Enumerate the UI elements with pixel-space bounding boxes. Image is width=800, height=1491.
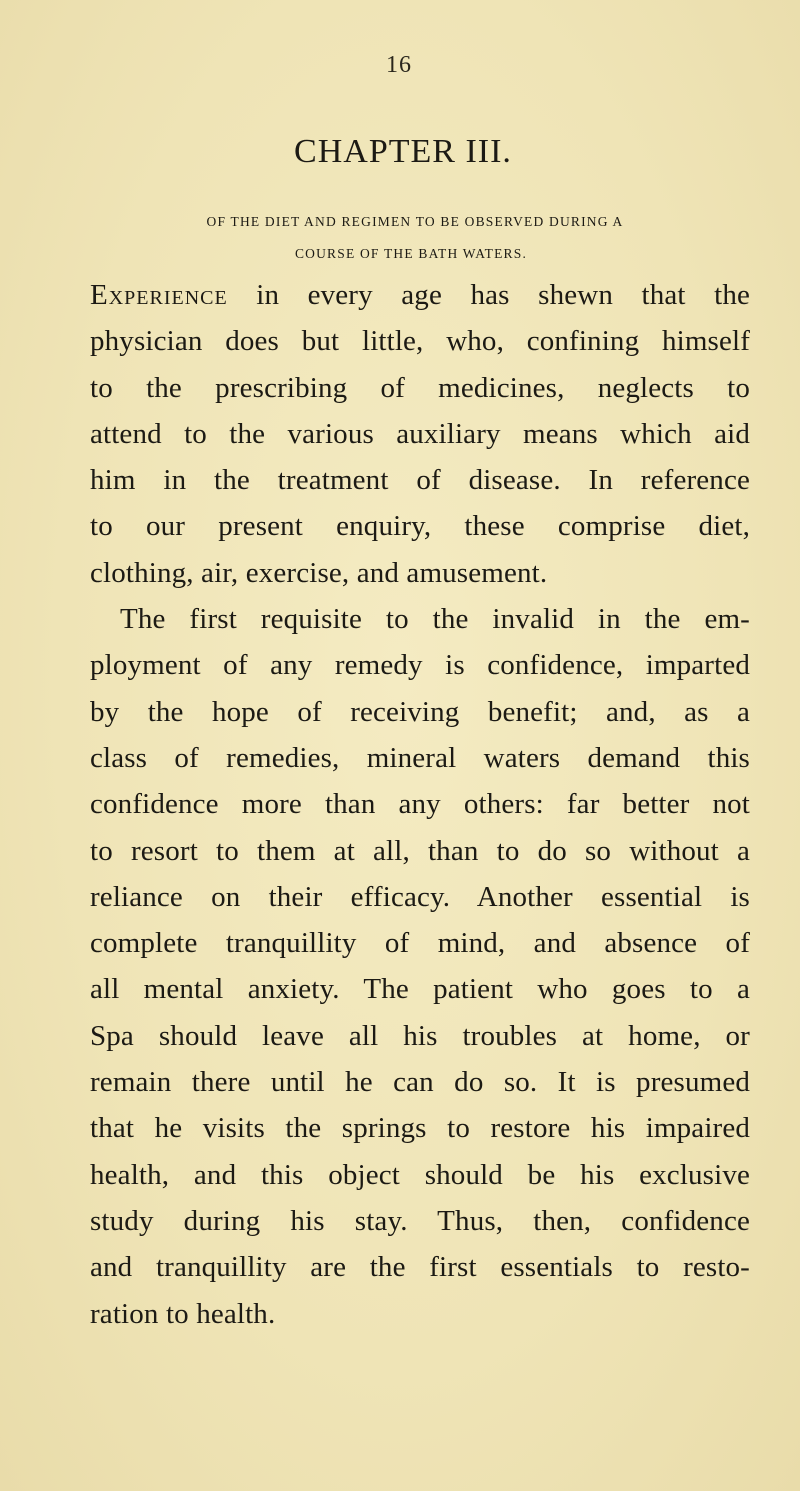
- body-text: [90, 272, 750, 1337]
- subtitle-line: OF THE DIET AND REGIMEN TO BE OBSERVED DURING A: [206, 214, 624, 229]
- text-line: health, and this object should be his exclusive: [90, 1158, 750, 1191]
- text-line: [90, 272, 750, 318]
- text-line: study during his stay. Thus, then, confidence: [90, 1204, 750, 1237]
- text-line-rest: in every age has shewn that the: [227, 279, 750, 311]
- text-line: physician does but little, who, confining himself: [90, 325, 750, 358]
- text-line: to resort to them at all, than to do so without a: [90, 834, 750, 867]
- text-line: The first requisite to the invalid in the em-: [120, 603, 750, 636]
- text-line: reliance on their efficacy. Another essential is: [90, 880, 750, 913]
- text-line: to our present enquiry, these comprise diet,: [90, 510, 750, 543]
- text-line: ployment of any remedy is confidence, imparted: [90, 649, 750, 682]
- text-line: by the hope of receiving benefit; and, as a: [90, 695, 750, 728]
- text-line: that he visits the springs to restore his impaired: [90, 1112, 750, 1145]
- text-line: ration to health.: [90, 1297, 276, 1330]
- text-line: to the prescribing of medicines, neglects to: [90, 371, 750, 404]
- text-line: all mental anxiety. The patient who goes to a: [90, 973, 750, 1006]
- chapter-subtitle: [0, 206, 800, 270]
- text-line: him in the treatment of disease. In reference: [90, 464, 750, 497]
- text-line: complete tranquillity of mind, and absence of: [90, 927, 750, 960]
- text-line: Spa should leave all his troubles at home, or: [90, 1019, 750, 1052]
- chapter-title: CHAPTER III.: [294, 133, 512, 170]
- subtitle-line: COURSE OF THE BATH WATERS.: [294, 246, 528, 261]
- first-word: Experience: [90, 279, 228, 311]
- text-line: attend to the various auxiliary means which aid: [90, 417, 750, 450]
- text-line: class of remedies, mineral waters demand this: [90, 741, 750, 774]
- text-line: remain there until he can do so. It is presumed: [90, 1066, 750, 1099]
- text-line: clothing, air, exercise, and amusement.: [90, 556, 548, 589]
- text-line: confidence more than any others: far better not: [90, 788, 750, 821]
- text-line: and tranquillity are the first essentials to resto-: [90, 1251, 750, 1284]
- page-number: 16: [386, 52, 412, 78]
